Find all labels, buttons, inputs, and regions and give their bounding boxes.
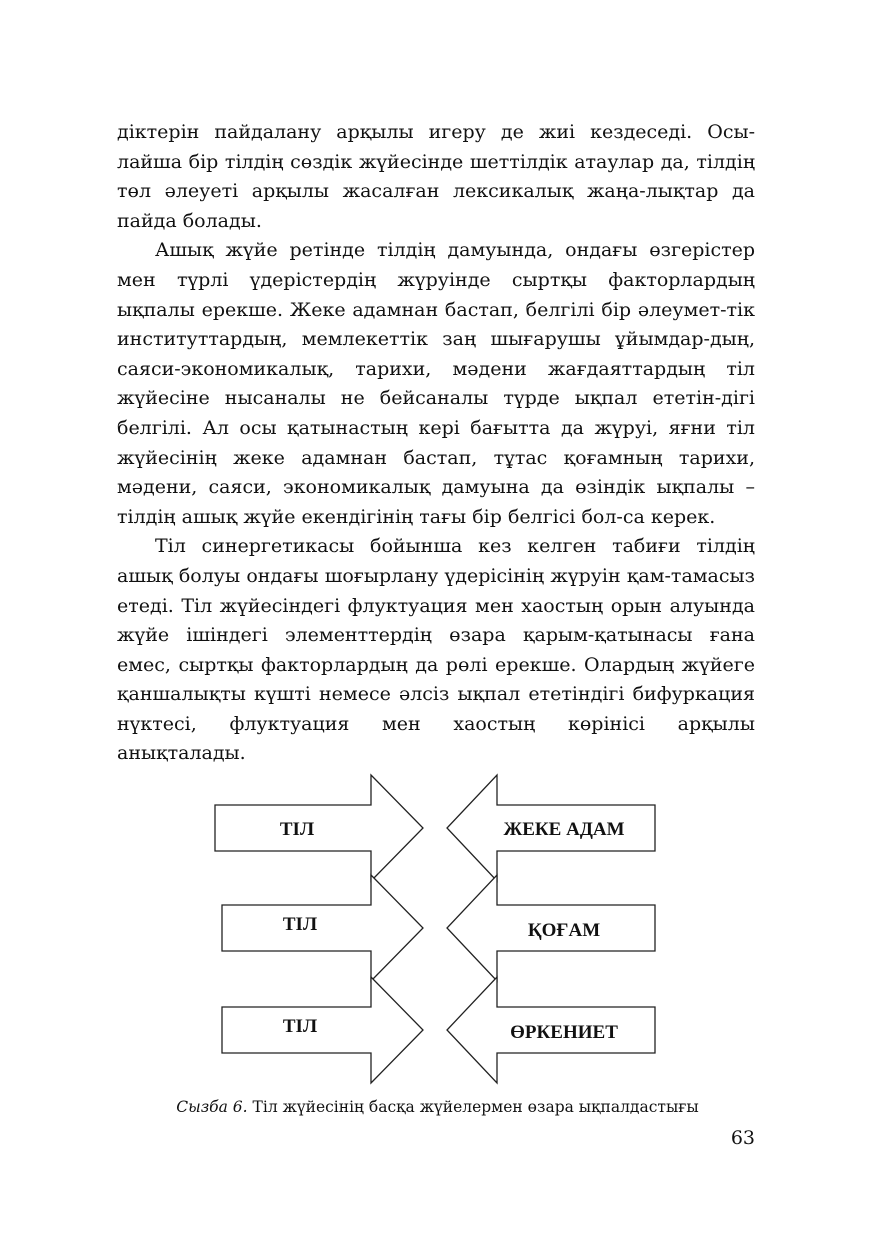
page-number: 63 [730,1127,755,1149]
left-arrow-2 [222,875,423,981]
figure-caption [0,1098,875,1116]
body-text [117,118,755,769]
left-arrow-2-label: ТІЛ [282,914,318,935]
left-arrow-1 [215,775,423,881]
right-arrow-1-label: ЖЕКЕ АДАМ [503,819,625,840]
right-arrow-3-label: ӨРКЕНИЕТ [510,1022,618,1043]
caption-text: Тіл жүйесінің басқа жүйелермен өзара ықпалдастығы [252,1098,699,1116]
left-arrow-1-label: ТІЛ [279,819,315,840]
paragraph-1: діктерін пайдалану арқылы игеру де жиі кездеседі. Осы-лайша бір тілдің сөздік жүйесінде шеттілдік атаулар да, тілдің төл әлеуеті арқылы жасалған лексикалық жаңа-лықтар да пайда болады. [117,121,755,232]
caption-number: Сызба 6. [176,1098,248,1116]
paragraph-2: Ашық жүйе ретінде тілдің дамуында, ондағы өзгерістер мен түрлі үдерістердің жүруінде сыртқы факторлардың ықпалы ерекше. Жеке адамнан бастап, белгілі бір әлеумет-тік институттардың, мемлекеттік заң шығарушы ұйымдар-дың, саяси-экономикалық, тарихи, мәдени жағдаяттардың тіл жүйесіне нысаналы не бейсаналы түрде ықпал ететін-дігі белгілі. Ал осы қатынастың кері бағытта да жүруі, яғни тіл жүйесінің жеке адамнан бастап, тұтас қоғамның тарихи, мәдени, саяси, экономикалық дамуына да өзіндік ықпалы – тілдің ашық жүйе екендігінің тағы бір белгісі бол-са керек. [117,239,755,528]
left-arrow-3-label: ТІЛ [282,1016,318,1037]
right-arrow-2 [447,875,655,981]
right-arrow-1 [447,775,655,881]
paragraph-3: Тіл синергетикасы бойынша кез келген табиғи тілдің ашық болуы ондағы шоғырлану үдерісінің жүруін қам-тамасыз етеді. Тіл жүйесіндегі флуктуация мен хаостың орын алуында жүйе ішіндегі элементтердің өзара қарым-қатынасы ғана емес, сыртқы факторлардың да рөлі ерекше. Олардың жүйеге қаншалықты күшті немесе әлсіз ықпал ететіндігі бифуркация нүктесі, флуктуация мен хаостың көрінісі арқылы анықталады. [117,535,755,765]
left-arrow-3 [222,977,423,1083]
right-arrow-2-label: ҚОҒАМ [527,920,601,941]
interaction-diagram [200,768,670,1088]
right-arrow-3 [447,977,655,1083]
